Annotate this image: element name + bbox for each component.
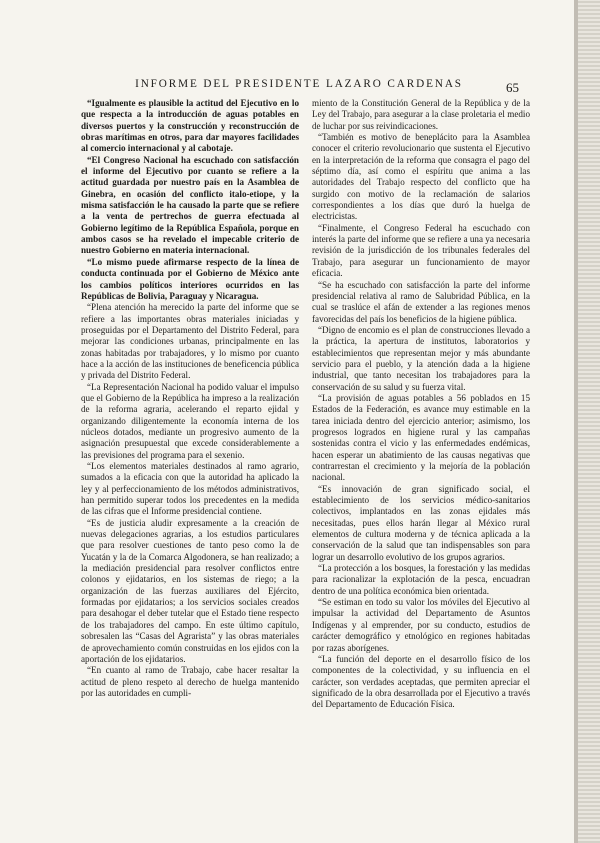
paragraph: “El Congreso Nacional ha escuchado con satisfacción el informe del Ejecutivo por cuanto se refiere a la actitud guardada por nuestro país en la Asamblea de Ginebra, en ocasión del conflicto italo-etiope, y la misma satisfacción le ha causado la parte que se refiere a la venta de pertrechos de guerra efectuada al Gobierno legítimo de la República Española, porque en ambos casos se ha revelado el impecable criterio de nuestro Gobierno en materia internacional. xyxy=(81,154,299,256)
page-edge xyxy=(574,0,600,843)
paragraph: “En cuanto al ramo de Trabajo, cabe hacer resaltar la actitud de pleno respeto al derecho de huelga mantenido por las autoridades en cumpli- xyxy=(81,665,299,698)
paragraph: “Lo mismo puede afirmarse respecto de la línea de conducta continuada por el Gobierno de México ante los cambios políticos interiores ocurridos en las Repúblicas de Bolivia, Paraguay y Nicaragua. xyxy=(81,256,299,301)
paragraph: “Se estiman en todo su valor los móviles del Ejecutivo al impulsar la actividad del Departamento de Asuntos Indígenas y al emprender, por su conducto, estudios de carácter demográfico y etnológico en regiones habitadas por razas aborígenes. xyxy=(312,597,530,653)
paragraph: “La función del deporte en el desarrollo físico de los componentes de la colectividad, y su influencia en el carácter, son verdades aceptadas, que permiten apreciar el significado de la obra desarrollada por el Ejecutivo a través del Departamento de Educación Física. xyxy=(312,653,530,710)
paragraph: “La protección a los bosques, la forestación y las medidas para racionalizar la explotación de la pesca, encuadran dentro de una política económica bien orientada. xyxy=(312,563,530,596)
paragraph: “La provisión de aguas potables a 56 poblados en 15 Estados de la Federación, es avance muy estimable en la tarea iniciada dentro del ejercicio anterior; asimismo, los progresos logrados en higiene rural y las campañas sostenidas contra el vicio y las enfermedades endémicas, hacen esperar un abatimiento de las causas negativas que contrarrestan el crecimiento y la mejoría de la población nacional. xyxy=(312,392,530,483)
paragraph: “Finalmente, el Congreso Federal ha escuchado con interés la parte del informe que se refiere a una ya necesaria revisión de la jurisdicción de los tribunales federales del Trabajo, para asegurar un funcionamiento de mayor eficacia. xyxy=(312,222,530,279)
paragraph: “Digno de encomio es el plan de construcciones llevado a la práctica, la apertura de institutos, laboratorios y establecimientos que representan mejor y más abundante servicio para el pueblo, y la atención dada a la higiene industrial, que tanto necesitan los trabajadores para la conservación de su salud y su fuerza vital. xyxy=(312,324,530,392)
left-column xyxy=(81,98,299,699)
paragraph: miento de la Constitución General de la República y de la Ley del Trabajo, para asegurar a la clase proletaria el medio de luchar por sus reivindicaciones. xyxy=(312,98,530,131)
paragraph: “Plena atención ha merecido la parte del informe que se refiere a las importantes obras materiales iniciadas y proseguidas por el Departamento del Distrito Federal, para mejorar las condiciones urbanas, principalmente en las zonas habitadas por trabajadores, y lo mismo por cuanto hace a la acción de las instituciones de beneficencia pública y privada del Distrito Federal. xyxy=(81,302,299,381)
paragraph: “Es de justicia aludir expresamente a la creación de nuevas delegaciones agrarias, a los estudios particulares que para resolver cuestiones de tanto peso como la de Yucatán y la de la Comarca Algodonera, se han realizado; a la mediación presidencial para resolver conflictos entre colonos y ejidatarios, en los sistemas de riego; a la organización de las fuerzas auxiliares del Ejército, formadas por ejidatarios; a los servicios sociales creados para desahogar el deber tutelar que el Estado tiene respecto de los trabajadores del campo. En este último capítulo, sobresalen las “Casas del Agrarista” y las obras materiales de aprovechamiento común construidas en los ejidos con la aportación de los ejidatarios. xyxy=(81,517,299,664)
running-header: INFORME DEL PRESIDENTE LAZARO CARDENAS xyxy=(135,78,463,90)
paragraph: “Igualmente es plausible la actitud del Ejecutivo en lo que respecta a la introducción de aguas potables en diversos puertos y la construcción y reconstrucción de obras marítimas en otros, para dar mayores facilidades al comercio internacional y al cabotaje. xyxy=(81,98,299,154)
paragraph: “Los elementos materiales destinados al ramo agrario, sumados a la eficacia con que la autoridad ha aplicado la ley y al perfeccionamiento de los métodos administrativos, han permitido superar todos los precedentes en la medida de las cifras que el Informe presidencial contiene. xyxy=(81,461,299,517)
page-number: 65 xyxy=(506,80,519,95)
paragraph: “Se ha escuchado con satisfacción la parte del informe presidencial relativa al ramo de Salubridad Pública, en la cual se traslúce el afán de extender a las regiones menos favorecidas del país los beneficios de la higiene pública. xyxy=(312,279,530,324)
paragraph: “Es innovación de gran significado social, el establecimiento de los servicios médico-sanitarios colectivos, implantados en las zonas ejidales más necesitadas, pues ellos harán llegar al México rural elementos de cultura moderna y de técnica aplicada a la conservación de la salud que tan indispensables son para lograr un desarrollo evolutivo de los grupos agrarios. xyxy=(312,483,530,562)
paragraph: “La Representación Nacional ha podido valuar el impulso que el Gobierno de la República ha impreso a la realización de la reforma agraria, acelerando el reparto ejidal y organizando diligentemente la economía interna de los núcleos dotados, mediante un progresivo aumento de la asignación presupuestal que excede considerablemente a las previsiones del programa para el sexenio. xyxy=(81,381,299,460)
paragraph: “También es motivo de beneplácito para la Asamblea conocer el criterio revolucionario que sustenta el Ejecutivo en la interpretación de la reforma que consagra el pago del séptimo día, así como el espíritu que anima a las autoridades del Trabajo respecto del conflicto que ha surgido con motivo de la reclamación de salarios correspondientes a los días que duró la huelga de electricistas. xyxy=(312,132,530,222)
right-column xyxy=(312,98,530,711)
